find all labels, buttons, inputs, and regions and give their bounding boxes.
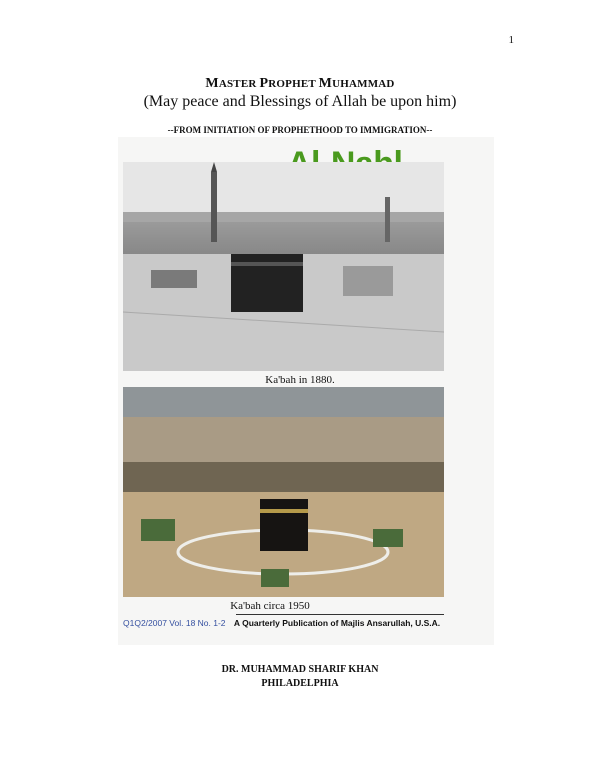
- title-letter: M: [205, 76, 219, 91]
- author-name: DR. MUHAMMAD SHARIF KHAN: [221, 664, 379, 675]
- title-smallcaps: ROPHET: [268, 78, 319, 90]
- section-heading: --FROM INITIATION OF PROPHETHOOD TO IMMIGRATION--: [167, 125, 433, 135]
- caption-kabah-1950: Ka'bah circa 1950: [230, 600, 310, 612]
- caption-kabah-1880: Ka'bah in 1880.: [265, 374, 335, 386]
- document-subtitle: (May peace and Blessings of Allah be upon him): [143, 93, 457, 110]
- author-block: [0, 663, 600, 691]
- kabah-1950-illustration: [123, 387, 444, 597]
- author-city: PHILADELPHIA: [261, 678, 339, 689]
- title-letter: M: [318, 76, 333, 91]
- page-number: 1: [508, 34, 514, 46]
- kabah-1880-illustration: [123, 162, 444, 371]
- cover-footer-divider: [236, 614, 444, 615]
- document-title: [0, 76, 600, 92]
- title-letter: P: [259, 76, 269, 91]
- publication-info: A Quarterly Publication of Majlis Ansarullah, U.S.A.: [233, 618, 441, 628]
- kabah-1950-photo: [123, 387, 444, 597]
- title-block: [0, 76, 600, 111]
- cover-footer: [123, 618, 453, 628]
- title-smallcaps: ASTER: [218, 78, 260, 90]
- issue-info: Q1Q2/2007 Vol. 18 No. 1-2: [123, 618, 226, 628]
- title-smallcaps: UHAMMAD: [332, 78, 395, 90]
- kabah-1880-photo: [123, 162, 444, 371]
